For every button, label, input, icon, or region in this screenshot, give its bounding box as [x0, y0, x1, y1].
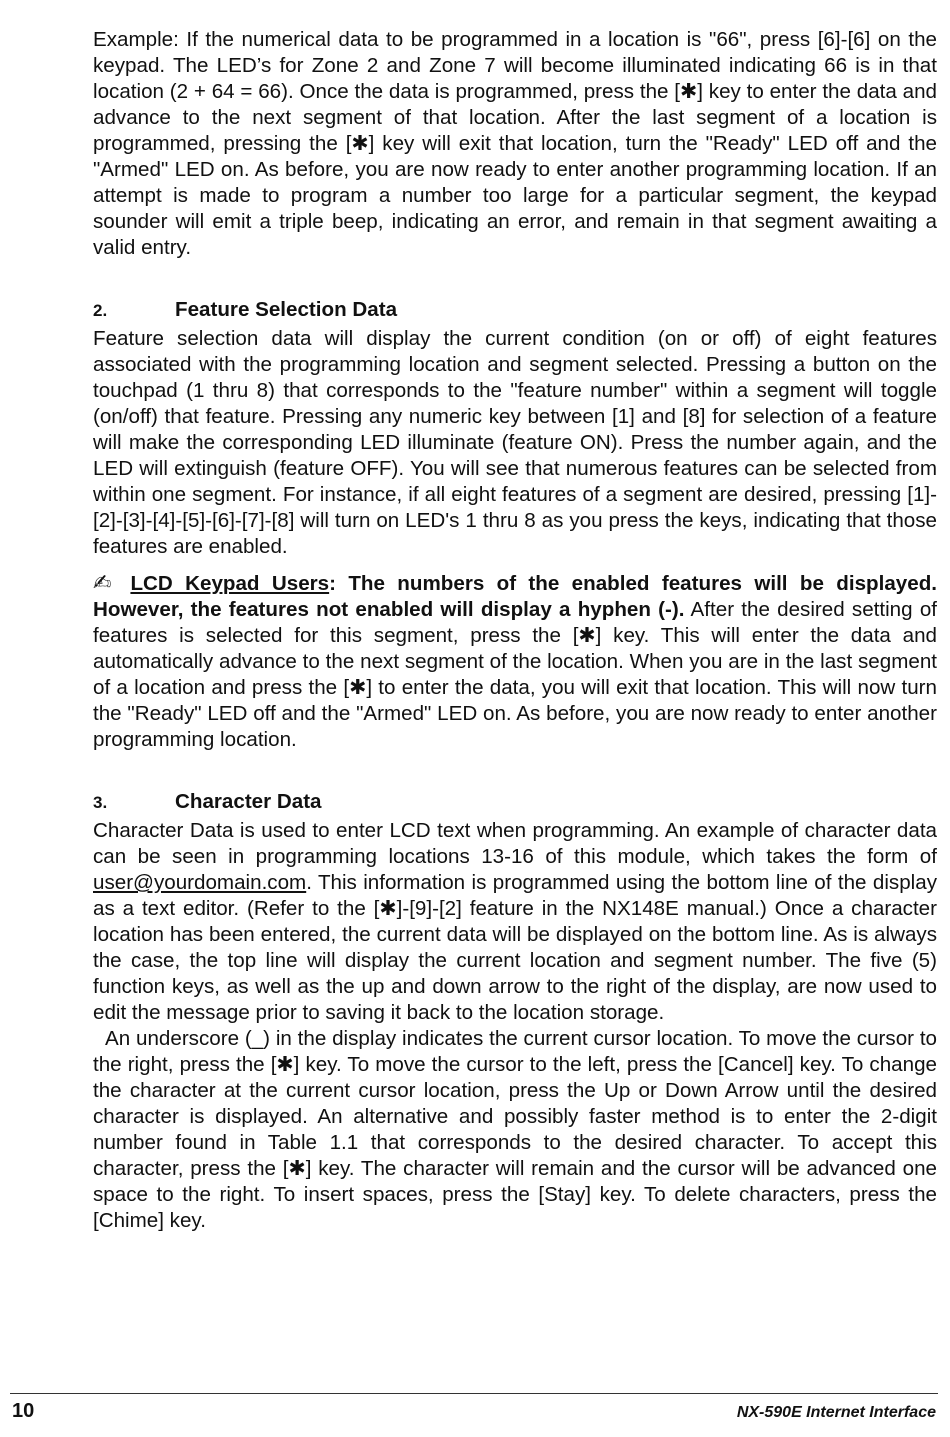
- note-label: LCD Keypad Users: [130, 572, 330, 595]
- section-3-heading: [93, 789, 937, 816]
- section-3-number: 3.: [93, 793, 108, 812]
- pen-note-icon: ✍: [93, 570, 119, 595]
- section-3-paragraph-1: [93, 818, 937, 1026]
- note-bold-text: : The numbers of the enabled features will be displayed. However, the features not enabled will display a hyphen (-).: [93, 572, 937, 621]
- document-title: NX-590E Internet Interface: [736, 1404, 936, 1421]
- email-link[interactable]: user@yourdomain.com: [93, 871, 307, 894]
- footer-divider: [10, 1393, 938, 1394]
- section-2-heading: [93, 297, 937, 324]
- section-3-title: Character Data: [175, 790, 322, 813]
- section-2-title: Feature Selection Data: [175, 298, 398, 321]
- section-2-number: 2.: [93, 301, 108, 320]
- section-3-paragraph-2: An underscore (_) in the display indicates the current cursor location. To move the cursor to the right, press the [✱] key. To move the cursor to the left, press the [Cancel] key. To change the character at the current cursor location, press the Up or Down Arrow until the desired character is displayed. An alternative and possibly faster method is to enter the 2-digit number found in Table 1.1 that corresponds to the desired character. To accept this character, press the [✱] key. The character will remain and the cursor will be advanced one space to the right. To insert spaces, press the [Stay] key. To delete characters, press the [Chime] key.: [93, 1027, 937, 1232]
- page-number: 10: [12, 1400, 35, 1422]
- section-3-text-b: . This information is programmed using the bottom line of the display as a text editor. (Refer to the [✱]-[9]-[2] feature in the NX148E manual.) Once a character location has been entered, the current data will be displayed on the bottom line. As is always the case, the top line will display the current location and segment number. The five (5) function keys, as well as the up and down arrow to the right of the display, are now used to edit the message prior to saving it back to the location storage.: [93, 871, 937, 1024]
- page-body: [93, 27, 937, 1234]
- section-3-text-a: Character Data is used to enter LCD text when programming. An example of character data can be seen in programming locations 13-16 of this module, which takes the form of: [93, 819, 937, 868]
- lcd-keypad-note: [93, 570, 937, 753]
- intro-paragraph: Example: If the numerical data to be programmed in a location is "66", press [6]-[6] on the keypad. The LED’s for Zone 2 and Zone 7 will become illuminated indicating 66 is in that location (2 + 64 = 66). Once the data is programmed, press the [✱] key to enter the data and advance to the next segment of that location. After the last segment of a location is programmed, pressing the [✱] key will exit that location, turn the "Ready" LED off and the "Armed" LED on. As before, you are now ready to enter another programming location. If an attempt is made to program a number too large for a particular segment, the keypad sounder will emit a triple beep, indicating an error, and remain in that segment awaiting a valid entry.: [93, 28, 937, 259]
- note-rest-text: After the desired setting of features is selected for this segment, press the [✱] key. This will enter the data and automatically advance to the next segment of the location. When you are in the last segment of a location and press the [✱] to enter the data, you will exit that location. This will now turn the "Ready" LED off and the "Armed" LED on. As before, you are now ready to enter another programming location.: [93, 598, 937, 751]
- section-2-paragraph: Feature selection data will display the current condition (on or off) of eight features associated with the programming location and segment selected. Pressing a button on the touchpad (1 thru 8) that corresponds to the "feature number" within a segment will toggle (on/off) that feature. Pressing any numeric key between [1] and [8] for selection of a feature will make the corresponding LED illuminate (feature ON). Press the number again, and the LED will extinguish (feature OFF). You will see that numerous features can be selected from within one segment. For instance, if all eight features of a segment are desired, pressing [1]-[2]-[3]-[4]-[5]-[6]-[7]-[8] will turn on LED's 1 thru 8 as you press the keys, indicating that those features are enabled.: [93, 327, 937, 558]
